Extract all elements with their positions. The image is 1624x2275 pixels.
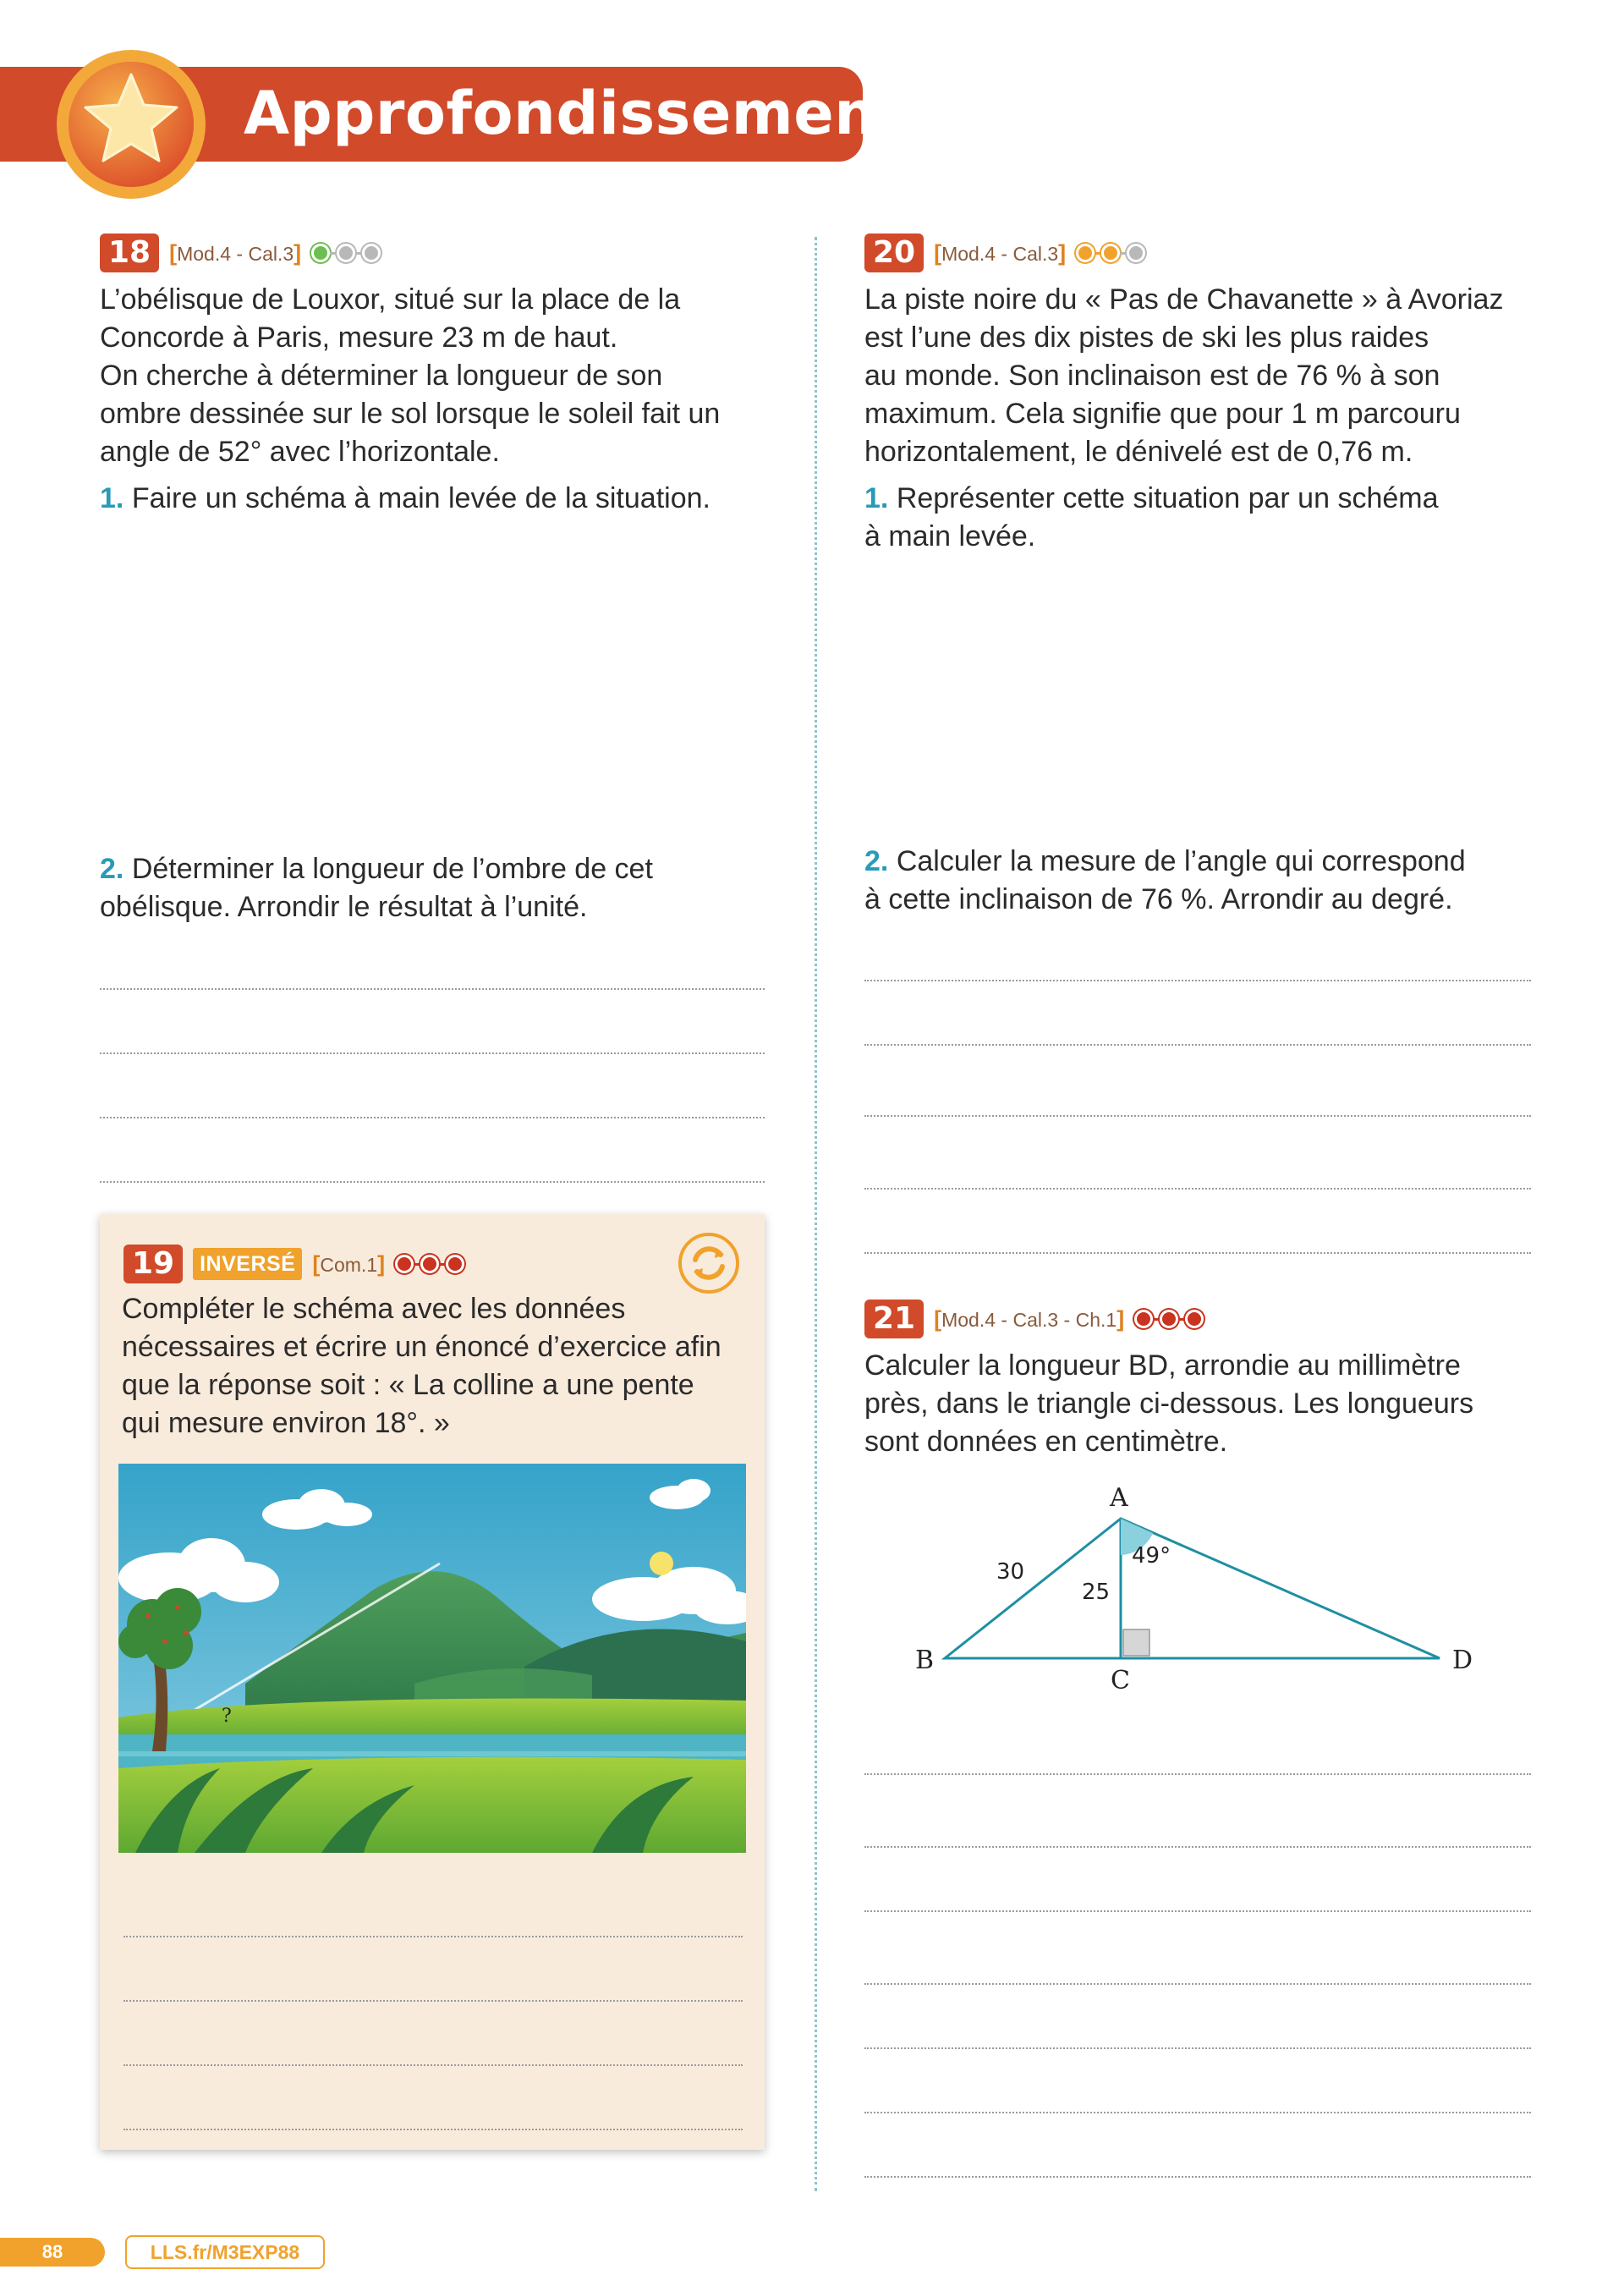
difficulty-dot	[1185, 1310, 1204, 1328]
right-angle-marker	[1123, 1629, 1149, 1656]
difficulty-dots	[1076, 244, 1145, 262]
answer-line[interactable]	[100, 1052, 765, 1054]
ex18-number: 18	[100, 234, 159, 272]
label-c: C	[1111, 1666, 1130, 1695]
unknown-angle-label: ?	[222, 1706, 232, 1727]
difficulty-dots	[395, 1255, 464, 1273]
column-divider	[815, 237, 817, 2191]
label-a: A	[1110, 1483, 1128, 1513]
ex20-header	[864, 233, 1145, 273]
ex18-question-2: 2. Déterminer la longueur de l’ombre de cet obélisque. Arrondir le résultat à l’unité.	[100, 853, 653, 923]
difficulty-dot	[420, 1255, 439, 1273]
difficulty-dot	[1076, 244, 1095, 262]
answer-line[interactable]	[864, 1115, 1531, 1117]
answer-line[interactable]	[864, 1846, 1531, 1848]
ex19-header	[123, 1244, 464, 1284]
answer-line[interactable]	[864, 1983, 1531, 1985]
length-ab: 30	[996, 1559, 1025, 1585]
ex18-tag: [Mod.4 - Cal.3]	[169, 239, 302, 266]
answer-line[interactable]	[864, 1910, 1531, 1912]
answer-line[interactable]	[864, 2047, 1531, 2049]
angle-label: 49°	[1132, 1543, 1171, 1569]
length-ac: 25	[1082, 1580, 1111, 1605]
inverse-badge: INVERSÉ	[193, 1248, 302, 1280]
difficulty-dots	[311, 244, 381, 262]
ex21-tag: [Mod.4 - Cal.3 - Ch.1]	[934, 1305, 1125, 1332]
ex18-question-1: 1. Faire un schéma à main levée de la situation.	[100, 482, 710, 514]
star-icon	[56, 49, 206, 200]
ex21-header	[864, 1299, 1204, 1339]
difficulty-dot	[1160, 1310, 1178, 1328]
answer-line[interactable]	[100, 1181, 765, 1183]
difficulty-dot	[337, 244, 355, 262]
answer-line[interactable]	[100, 1117, 765, 1118]
difficulty-dot	[395, 1255, 414, 1273]
ex19-number: 19	[123, 1245, 183, 1283]
difficulty-dots	[1134, 1310, 1204, 1328]
answer-line[interactable]	[864, 2112, 1531, 2113]
answer-line[interactable]	[864, 2176, 1531, 2178]
answer-line[interactable]	[864, 1773, 1531, 1775]
ex21-number: 21	[864, 1300, 924, 1338]
answer-line[interactable]	[864, 1188, 1531, 1190]
ex18-statement: L’obélisque de Louxor, situé sur la place de la Concorde à Paris, mesure 23 m de haut. On cherche à déterminer la longueur de son ombre dessinée sur le sol lorsque le soleil fait un angle de 52° avec l’horizontale.	[100, 283, 721, 468]
answer-line[interactable]	[864, 1044, 1531, 1046]
triangle-figure	[897, 1472, 1489, 1709]
page-title: Approfondissement	[244, 79, 906, 148]
answer-line[interactable]	[100, 988, 765, 990]
ex19-statement: Compléter le schéma avec les données nécessaires et écrire un énoncé d’exercice afin que la réponse soit : « La colline a une pente qui mesure environ 18°. »	[122, 1293, 721, 1439]
refresh-icon	[677, 1231, 741, 1295]
answer-line[interactable]	[123, 2064, 743, 2066]
difficulty-dot	[362, 244, 381, 262]
label-d: D	[1452, 1646, 1473, 1675]
ex18-header	[100, 233, 381, 273]
ex20-question-1: 1. Représenter cette situation par un schéma à main levée.	[864, 482, 1439, 552]
answer-line[interactable]	[123, 1936, 743, 1937]
answer-line[interactable]	[123, 2000, 743, 2002]
answer-line[interactable]	[864, 980, 1531, 981]
ex20-question-2: 2. Calculer la mesure de l’angle qui correspond à cette inclinaison de 76 %. Arrondir au degré.	[864, 845, 1466, 915]
ex21-statement: Calculer la longueur BD, arrondie au millimètre près, dans le triangle ci-dessous. Les longueurs sont données en centimètre.	[864, 1349, 1474, 1458]
ex20-number: 20	[864, 234, 924, 272]
triangle-abd	[945, 1519, 1440, 1658]
difficulty-dot	[311, 244, 330, 262]
difficulty-dot	[1101, 244, 1120, 262]
difficulty-dot	[1134, 1310, 1153, 1328]
ex20-tag: [Mod.4 - Cal.3]	[934, 239, 1067, 266]
resource-link[interactable]: LLS.fr/M3EXP88	[125, 2235, 325, 2269]
answer-line[interactable]	[123, 2129, 743, 2130]
ex19-tag: [Com.1]	[312, 1250, 386, 1277]
ex20-statement: La piste noire du « Pas de Chavanette » à Avoriaz est l’une des dix pistes de ski les plus raides au monde. Son inclinaison est de 76 % à son maximum. Cela signifie que pour 1 m parcouru horizontalement, le dénivelé est de 0,76 m.	[864, 283, 1504, 468]
difficulty-dot	[446, 1255, 464, 1273]
answer-line[interactable]	[864, 1252, 1531, 1254]
label-b: B	[915, 1646, 935, 1675]
difficulty-dot	[1127, 244, 1145, 262]
hill-landscape-image[interactable]	[118, 1464, 746, 1853]
page-number: 88	[0, 2238, 105, 2267]
